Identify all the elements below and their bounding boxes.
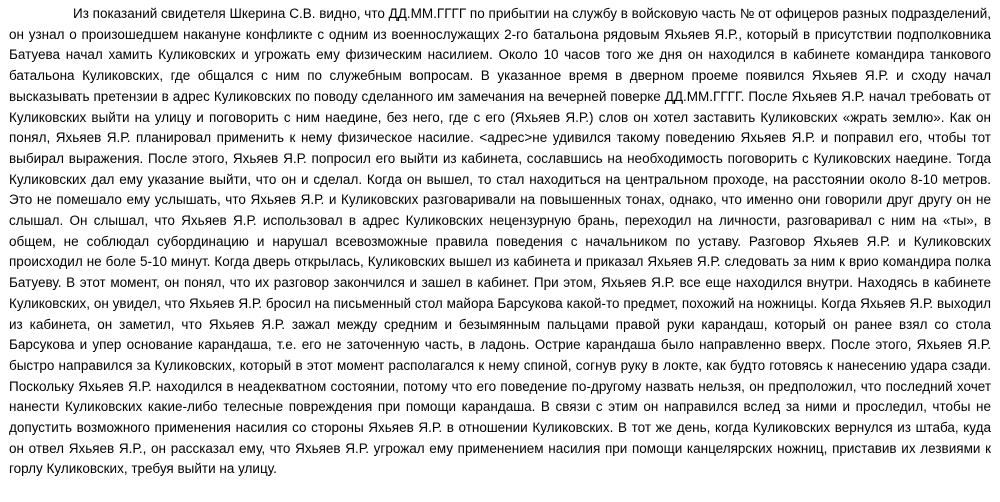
witness-testimony-paragraph: Из показаний свидетеля Шкерина С.В. видно, что ДД.ММ.ГГГГ по прибытии на службу в войсковую часть № от офицеров разных подразделений, он узнал о произошедшем накануне конфликте с одним из военнослужащих 2-го батальона рядовым Яхьяев Я.Р., который в присутствии подполковника Батуева начал хамить Куликовских и угрожать ему физическим насилием. Около 10 часов того же дня он находился в кабинете командира танкового батальона Куликовских, где общался с ним по служебным вопросам. В указанное время в дверном проеме появился Яхьяев Я.Р. и сходу начал высказывать претензии в адрес Куликовских по поводу сделанного им замечания на вечерней поверке ДД.ММ.ГГГГ. После Яхьяев Я.Р. начал требовать от Куликовских выйти на улицу и поговорить с ним наедине, без него, где с его (Яхьяев Я.Р.) слов он хотел заставить Куликовских «жрать землю». Как он понял, Яхьяев Я.Р. планировал применить к нему физическое насилие. <адрес>не удивился такому поведению Яхьяев Я.Р. и поправил его, чтобы тот выбирал выражения. После этого, Яхьяев Я.Р. попросил его выйти из кабинета, сославшись на необходимость поговорить с Куликовских наедине. Тогда Куликовских дал ему указание выйти, что он и сделал. Когда он вышел, то стал находиться на центральном проходе, на расстоянии около 8-10 метров. Это не помешало ему услышать, что Яхьяев Я.Р. и Куликовских разговаривали на повышенных тонах, однако, что именно они говорили друг другу он не слышал. Он слышал, что Яхьяев Я.Р. использовал в адрес Куликовских нецензурную брань, переходил на личности, разговаривал с ним на «ты», в общем, не соблюдал субординацию и нарушал всевозможные правила поведения с начальником по уставу. Разговор Яхьяев Я.Р. и Куликовских происходил не боле 5-10 минут. Когда дверь открылась, Куликовских вышел из кабинета и приказал Яхьяев Я.Р. следовать за ним к врио командира полка Батуеву. В этот момент, он понял, что их разговор закончился и зашел в кабинет. При этом, Яхьяев Я.Р. все еще находился внутри. Находясь в кабинете Куликовских, он увидел, что Яхьяев Я.Р. бросил на письменный стол майора Барсукова какой-то предмет, похожий на ножницы. Когда Яхьяев Я.Р. выходил из кабинета, он заметил, что Яхьяев Я.Р. зажал между средним и безымянным пальцами правой руки карандаш, который он ранее взял со стола Барсукова и упер основание карандаша, т.е. его не заточенную часть, в ладонь. Острие карандаша было направленно вверх. После этого, Яхьяев Я.Р. быстро направился за Куликовских, который в этот момент располагался к нему спиной, согнув руку в локте, как будто готовясь к нанесению удара сзади. Поскольку Яхьяев Я.Р. находился в неадекватном состоянии, потому что его поведение по-другому назвать нельзя, он предположил, что последний хочет нанести Куликовских какие-либо телесные повреждения при помощи карандаша. В связи с этим он направился вслед за ними и проследил, чтобы не допустить возможного применения насилия со стороны Яхьяев Я.Р. в отношении Куликовских. В тот же день, когда Куликовских вернулся из штаба, куда он отвел Яхьяев Я.Р., он рассказал ему, что Яхьяев Я.Р. угрожал ему применением насилия при помощи канцелярских ножниц, приставив их лезвиями к горлу Куликовских, требуя выйти на улицу.: [9, 6, 991, 477]
